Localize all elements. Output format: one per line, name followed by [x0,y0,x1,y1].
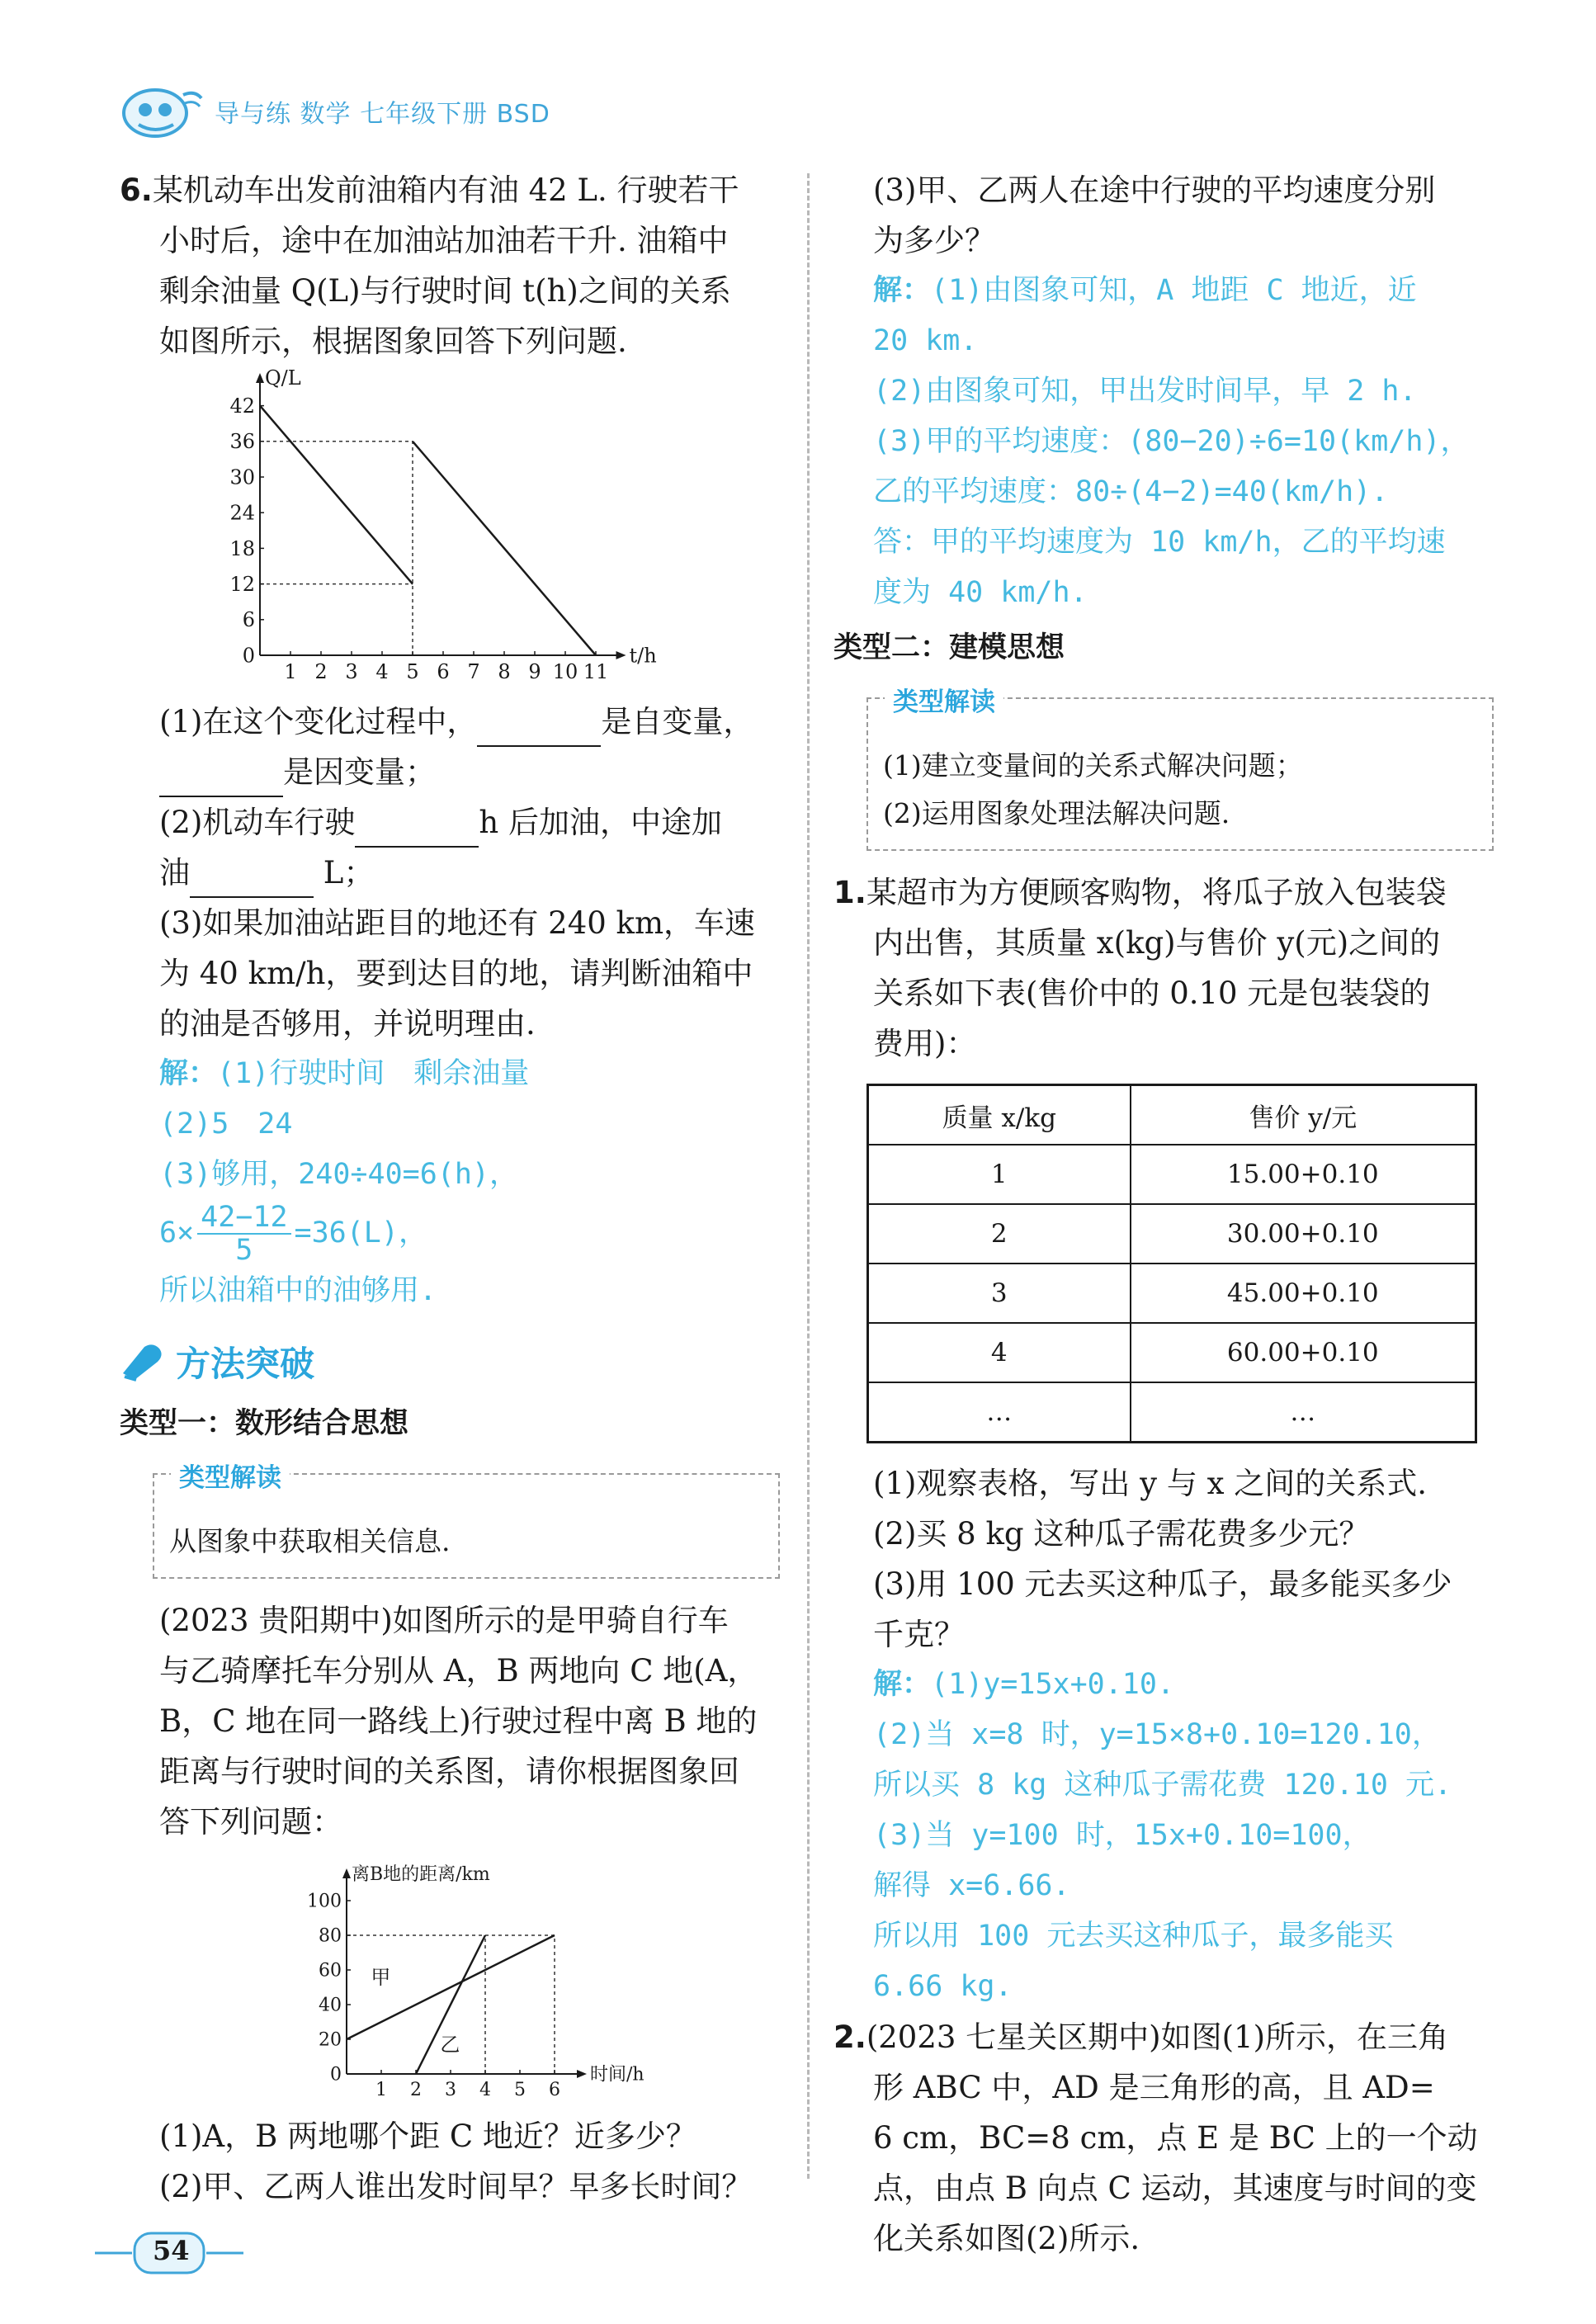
table-cell: 60.00+0.10 [1131,1323,1476,1382]
page-footer [95,2228,260,2278]
series-line [413,442,596,655]
question-2 [833,2012,1494,2264]
x-tick-label: 1 [284,660,297,683]
y-tick-label: 40 [319,1995,342,2016]
q6-part3-line3: 的油是否够用，并说明理由. [159,1006,536,1042]
q1-stem-line1 [833,867,1494,918]
table-header-cell: 售价 y/元 [1131,1085,1476,1145]
q2-line4: 点，由点 B 向点 C 运动，其速度与时间的变 [873,2170,1477,2206]
y-axis-label: Q/L [265,366,301,390]
q6-stem-line4: 如图所示，根据图象回答下列问题. [159,324,627,359]
right-column [833,165,1494,2264]
type1-q2: (2)甲、乙两人谁出发时间早？早多长时间？ [159,2169,753,2204]
q1-answer-line5: 解得 x=6.66. [873,1869,1070,1902]
type1-heading: 类型一：数形结合思想 [120,1407,409,1440]
q6-part2-line2 [120,848,780,898]
table-row [868,1382,1476,1443]
x-tick-label: 6 [437,660,450,683]
y-tick-label: 6 [242,608,255,632]
table-row [868,1145,1476,1204]
type2-explain-box [866,687,1494,851]
y-tick-label: 30 [229,465,255,489]
answer-blank [477,712,601,747]
q2-line2: 形 ABC 中，AD 是三角形的高，且 AD= [873,2070,1435,2105]
q1-answer-line1 [833,1660,1494,1710]
fraction-denominator: 5 [235,1234,253,1267]
type1-answer-line5: 乙的平均速度：80÷(4−2)=40(km/h). [873,475,1389,508]
box-text: 从图象中获取相关信息. [169,1525,451,1557]
table-cell: 45.00+0.10 [1131,1264,1476,1323]
type1-answer-line7: 度为 40 km/h. [873,576,1088,609]
y-axis-arrow-icon [256,373,264,383]
box-label: 类型解读 [885,681,1003,718]
type2-heading: 类型二：建模思想 [833,631,1065,664]
q2-line1 [833,2012,1494,2062]
type1-answer-line1 [833,266,1494,316]
q6-stem-line3: 剩余油量 Q(L)与行驶时间 t(h)之间的关系 [159,273,731,309]
type1-explain-box [153,1463,780,1579]
type1-answer-line3: (2)由图象可知，甲出发时间早，早 2 h. [873,375,1417,408]
type1-stem-line4: 距离与行驶时间的关系图，请你根据图象回 [159,1754,739,1789]
x-tick-label: 9 [528,660,541,683]
table-header-cell: 质量 x/kg [868,1085,1131,1145]
x-axis-arrow-icon [577,2070,587,2078]
y-tick-label: 20 [319,2029,342,2051]
answer-label: 解： [873,274,932,307]
q1-part3-line2: 千克？ [873,1617,965,1652]
answer-label: 解： [873,1668,932,1701]
type1-q3-line2: 为多少？ [873,223,995,258]
answer-blank [355,813,479,848]
q6-a1: (1)行驶时间 剩余油量 [217,1057,530,1090]
q1-part2: (2)买 8 kg 这种瓜子需花费多少元？ [873,1516,1370,1552]
q6-answer-line5: 所以油箱中的油够用. [159,1274,437,1307]
series-line [260,406,413,584]
x-tick-label: 3 [345,660,358,683]
q2-line3: 6 cm，BC=8 cm，点 E 是 BC 上的一个动 [873,2120,1478,2156]
y-tick-label: 42 [229,394,255,418]
q6-answer-line3: (3)够用，240÷40=6(h)， [159,1158,519,1191]
type1-answer-line4: (3)甲的平均速度：(80−20)÷6=10(km/h)， [873,425,1470,458]
x-tick-label: 6 [549,2080,560,2100]
mascot-logo-icon [116,78,206,144]
question-6 [120,165,780,1316]
box-label: 类型解读 [171,1457,290,1494]
y-tick-label: 36 [229,430,255,454]
type1-q3-line1: (3)甲、乙两人在途中行驶的平均速度分别 [873,172,1436,208]
fraction-numerator: 42−12 [197,1202,290,1235]
page-header [116,78,1518,144]
q1-number: 1. [833,875,866,910]
q1-stem-text-1: 某超市为方便顾客购物，将瓜子放入包装袋 [866,875,1447,910]
x-tick-label: 3 [445,2080,456,2100]
type1-stem-line3: B，C 地在同一路线上)行驶过程中离 B 地的 [159,1703,758,1739]
q1-a1: (1)y=15x+0.10. [931,1668,1175,1701]
origin-label: 0 [330,2064,342,2085]
box-text-line1: (1)建立变量间的关系式解决问题； [883,749,1303,782]
q6-a4-post: =36(L)， [294,1216,427,1249]
answer-blank [190,863,314,898]
q6-part3-line1: (3)如果加油站距目的地还有 240 km，车速 [159,905,756,941]
table-cell: 3 [868,1264,1131,1323]
q1-part1: (1)观察表格，写出 y 与 x 之间的关系式. [873,1466,1427,1501]
table-cell: 15.00+0.10 [1131,1145,1476,1204]
q2-text-1: (2023 七星关区期中)如图(1)所示，在三角 [866,2019,1449,2055]
table-cell: 4 [868,1323,1131,1382]
table-row [868,1204,1476,1264]
fuel-chart [223,366,685,697]
series-label-jia: 甲 [371,1965,391,1989]
y-tick-label: 12 [229,573,255,596]
table-cell: 2 [868,1204,1131,1264]
q6-p2c: 油 [159,855,190,890]
type1-stem-line1: (2023 贵阳期中)如图所示的是甲骑自行车 [159,1603,729,1638]
q6-answer-line2: (2)5 24 [159,1108,293,1141]
x-tick-label: 2 [314,660,328,683]
q6-p1c: 是因变量； [283,754,436,790]
q6-answer-line1 [120,1049,780,1099]
x-tick-label: 5 [514,2080,526,2100]
table-row [868,1323,1476,1382]
q6-number: 6. [120,172,153,208]
q6-p2d: L； [314,855,375,890]
price-table [866,1084,1477,1443]
x-tick-label: 2 [410,2080,422,2100]
box-text-line2: (2)运用图象处理法解决问题. [883,797,1230,829]
q1-answer-line4: (3)当 y=100 时，15x+0.10=100， [873,1819,1372,1852]
x-tick-label: 11 [583,660,609,683]
series-label-yi: 乙 [440,2033,460,2057]
q1-answer-line3: 所以买 8 kg 这种瓜子需花费 120.10 元. [873,1769,1452,1802]
question-1 [833,867,1494,2012]
pen-icon [120,1340,168,1383]
q1-stem-line3: 关系如下表(售价中的 0.10 元是包装袋的 [873,975,1431,1011]
q2-line5: 化关系如图(2)所示. [873,2221,1140,2256]
x-tick-label: 4 [479,2080,491,2100]
table-cell: … [868,1382,1131,1443]
q1-stem-line2: 内出售，其质量 x(kg)与售价 y(元)之间的 [873,925,1441,961]
x-tick-label: 10 [552,660,578,683]
x-tick-label: 1 [375,2080,387,2100]
q6-part3-line2: 为 40 km/h，要到达目的地，请判断油箱中 [159,956,753,991]
y-axis-label: 离B地的距离/km [352,1864,490,1885]
table-row [868,1264,1476,1323]
table-cell: … [1131,1382,1476,1443]
type1-q1: (1)A，B 两地哪个距 C 地近？近多少？ [159,2119,696,2154]
table-cell: 1 [868,1145,1131,1204]
page-number: 54 [153,2235,190,2266]
y-tick-label: 100 [307,1891,342,1912]
y-tick-label: 80 [319,1925,342,1947]
q6-p1a: (1)在这个变化过程中， [159,704,478,739]
section-title: 方法突破 [176,1344,315,1384]
q6-part2-line1 [120,797,780,848]
q6-part1-line1 [120,697,780,747]
left-column [120,165,780,2212]
y-tick-label: 18 [229,536,255,560]
q6-a4-pre: 6× [159,1216,195,1249]
x-axis-arrow-icon [616,651,626,659]
header-title: 导与练 数学 七年级下册 BSD [215,100,550,129]
type1-stem-line5: 答下列问题： [159,1804,342,1840]
type1-stem-line2: 与乙骑摩托车分别从 A，B 两地向 C 地(A， [159,1653,758,1689]
type1-answer-line2: 20 km. [873,324,978,357]
q6-answer-line4 [120,1200,780,1266]
x-tick-label: 4 [375,660,389,683]
x-tick-label: 8 [498,660,511,683]
q6-p2a: (2)机动车行驶 [159,805,356,840]
q6-stem-line2: 小时后，途中在加油站加油若干升. 油箱中 [159,223,729,258]
q6-p1b: 是自变量， [601,704,754,739]
x-axis-label: t/h [629,644,657,668]
q1-answer-line6: 所以用 100 元去买这种瓜子，最多能买 [873,1920,1394,1953]
table-header-row [868,1085,1476,1145]
q1-part3-line1: (3)用 100 元去买这种瓜子，最多能买多少 [873,1566,1452,1602]
section-header [120,1333,780,1391]
fraction [197,1202,290,1266]
y-axis-arrow-icon [342,1868,351,1878]
answer-blank [159,763,283,797]
x-tick-label: 7 [467,660,480,683]
type1-a1: (1)由图象可知，A 地距 C 地近，近 [931,274,1417,307]
type1-answer-line6: 答：甲的平均速度为 10 km/h，乙的平均速 [873,526,1446,559]
q2-number: 2. [833,2019,866,2055]
q6-stem-line1 [120,165,780,215]
q1-answer-line2: (2)当 x=8 时，y=15×8+0.10=120.10， [873,1718,1441,1751]
column-divider [807,173,810,2179]
q6-p2b: h 后加油，中途加 [479,805,723,840]
q1-answer-line7: 6.66 kg. [873,1970,1013,2003]
answer-label: 解： [159,1057,218,1090]
x-tick-label: 5 [406,660,419,683]
table-cell: 30.00+0.10 [1131,1204,1476,1264]
y-tick-label: 24 [229,501,255,525]
distance-chart [297,1847,693,2111]
origin-label: 0 [242,644,255,668]
q1-stem-line4: 费用)： [873,1026,977,1061]
q6-part1-line2 [120,747,780,797]
q6-stem-text-1: 某机动车出发前油箱内有油 42 L. 行驶若干 [152,172,739,208]
y-tick-label: 60 [319,1960,342,1982]
x-axis-label: 时间/h [590,2064,645,2085]
